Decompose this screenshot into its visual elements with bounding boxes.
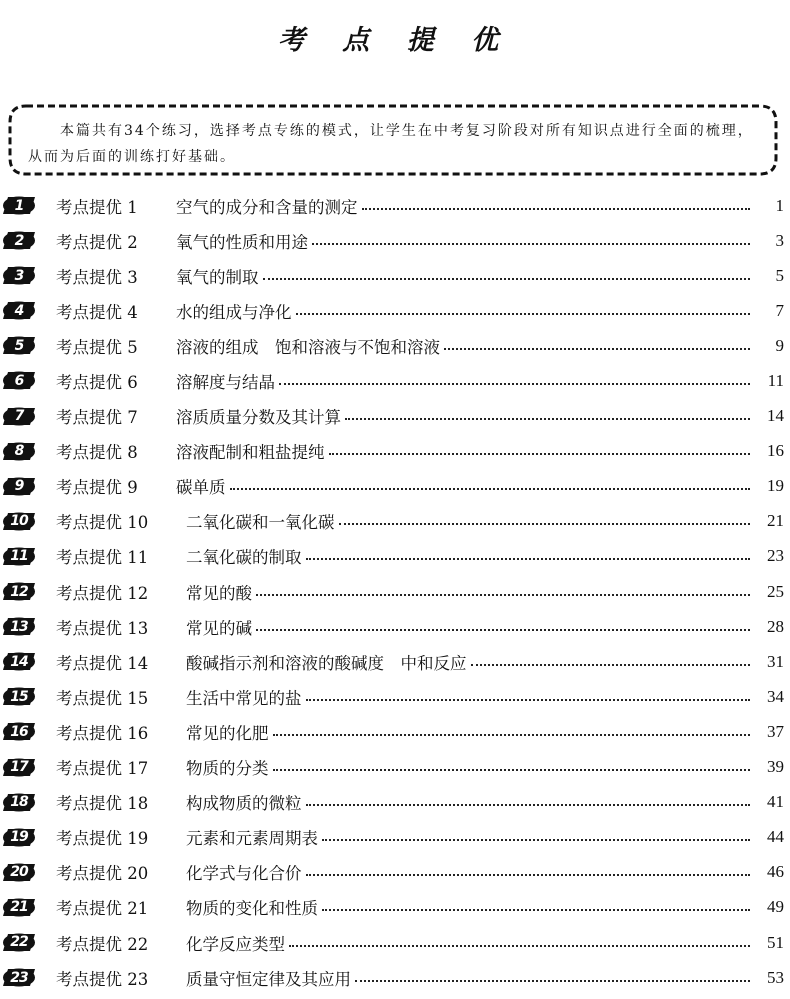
toc-entry[interactable] (0, 293, 790, 328)
toc-entry[interactable] (0, 925, 790, 960)
entry-topic[interactable]: 物质的分类 (186, 759, 269, 779)
toc-entry[interactable] (0, 609, 790, 644)
badge-number: 19 (10, 829, 28, 846)
entry-page-number: 19 (767, 476, 784, 496)
dot-leader (279, 383, 750, 385)
entry-page-number: 51 (767, 932, 784, 952)
entry-prefix: 考点提优 10 (56, 513, 149, 533)
number-badge (2, 793, 36, 812)
entry-prefix: 考点提优 22 (56, 934, 149, 954)
toc-entry[interactable] (0, 785, 790, 820)
badge-number: 5 (14, 337, 24, 354)
badge-number: 9 (14, 478, 24, 495)
entry-topic[interactable]: 化学反应类型 (186, 934, 285, 954)
entry-prefix: 考点提优 12 (56, 583, 149, 603)
number-badge (2, 371, 36, 390)
dot-leader (329, 453, 751, 455)
number-badge (2, 722, 36, 741)
entry-prefix: 考点提优 21 (56, 899, 149, 919)
number-badge (2, 652, 36, 671)
entry-prefix: 考点提优 17 (56, 759, 149, 779)
number-badge (2, 758, 36, 777)
entry-topic[interactable]: 二氧化碳和一氧化碳 (186, 513, 335, 533)
entry-page-number: 14 (767, 406, 784, 426)
dot-leader (263, 278, 751, 280)
number-badge (2, 512, 36, 531)
dot-leader (306, 874, 751, 876)
entry-topic[interactable]: 生活中常见的盐 (186, 688, 302, 708)
toc-entry[interactable] (0, 258, 790, 293)
entry-page-number: 25 (767, 581, 784, 601)
entry-page-number: 16 (767, 441, 784, 461)
entry-page-number: 7 (775, 300, 784, 320)
badge-number: 7 (14, 408, 24, 425)
entry-page-number: 37 (767, 721, 784, 741)
dot-leader (273, 769, 751, 771)
entry-prefix: 考点提优 16 (56, 723, 149, 743)
toc-entry[interactable] (0, 469, 790, 504)
entry-topic[interactable]: 元素和元素周期表 (186, 829, 318, 849)
dot-leader (230, 488, 751, 490)
entry-page-number: 1 (775, 195, 784, 215)
badge-number: 14 (10, 653, 28, 670)
entry-topic[interactable]: 空气的成分和含量的测定 (176, 197, 358, 217)
entry-prefix: 考点提优 8 (56, 443, 138, 463)
number-badge (2, 477, 36, 496)
toc-entry[interactable] (0, 855, 790, 890)
badge-number: 10 (10, 513, 28, 530)
badge-number: 18 (10, 794, 28, 811)
dot-leader (322, 839, 750, 841)
entry-prefix: 考点提优 1 (56, 197, 138, 217)
toc-entry[interactable] (0, 188, 790, 223)
entry-prefix: 考点提优 15 (56, 688, 149, 708)
entry-page-number: 39 (767, 757, 784, 777)
entry-topic[interactable]: 质量守恒定律及其应用 (186, 969, 351, 989)
dot-leader (444, 348, 750, 350)
number-badge (2, 231, 36, 250)
toc-entry[interactable] (0, 504, 790, 539)
toc-entry[interactable] (0, 960, 790, 995)
entry-topic[interactable]: 常见的酸 (186, 583, 252, 603)
badge-number: 21 (10, 899, 28, 916)
entry-prefix: 考点提优 7 (56, 408, 138, 428)
badge-number: 15 (10, 688, 28, 705)
badge-number: 23 (10, 969, 28, 986)
entry-topic[interactable]: 常见的化肥 (186, 723, 269, 743)
entry-prefix: 考点提优 11 (56, 548, 149, 568)
entry-topic[interactable]: 构成物质的微粒 (186, 794, 302, 814)
entry-topic[interactable]: 氧气的制取 (176, 267, 259, 287)
page-title: 考 点 提 优 (277, 25, 513, 56)
entry-page-number: 5 (775, 265, 784, 285)
entry-prefix: 考点提优 19 (56, 829, 149, 849)
number-badge (2, 933, 36, 952)
toc-entry[interactable] (0, 399, 790, 434)
toc-entry[interactable] (0, 679, 790, 714)
badge-number: 16 (10, 723, 28, 740)
badge-number: 4 (14, 302, 24, 319)
badge-number: 13 (10, 618, 28, 635)
entry-topic[interactable]: 二氧化碳的制取 (186, 548, 302, 568)
entry-topic[interactable]: 溶液配制和粗盐提纯 (176, 443, 325, 463)
number-badge (2, 407, 36, 426)
entry-page-number: 9 (775, 335, 784, 355)
dot-leader (322, 909, 750, 911)
number-badge (2, 547, 36, 566)
toc-entry[interactable] (0, 714, 790, 749)
entry-prefix: 考点提优 5 (56, 337, 138, 357)
dot-leader (256, 629, 750, 631)
entry-topic[interactable]: 碳单质 (176, 478, 226, 498)
badge-number: 8 (14, 443, 24, 460)
intro-box (8, 104, 778, 176)
entry-page-number: 34 (767, 686, 784, 706)
dot-leader (312, 243, 750, 245)
entry-page-number: 41 (767, 792, 784, 812)
entry-topic[interactable]: 溶液的组成 饱和溶液与不饱和溶液 (176, 337, 440, 357)
entry-topic[interactable]: 溶质质量分数及其计算 (176, 408, 341, 428)
toc-entry[interactable] (0, 223, 790, 258)
entry-prefix: 考点提优 9 (56, 478, 138, 498)
entry-topic[interactable]: 酸碱指示剂和溶液的酸碱度 中和反应 (186, 653, 467, 673)
number-badge (2, 898, 36, 917)
dot-leader (355, 980, 750, 982)
intro-text: 本篇共有34个练习，选择考点专练的模式，让学生在中考复习阶段对所有知识点进行全面的梳理，从而为后面的训练打好基础。 (28, 123, 754, 165)
dot-leader (273, 734, 751, 736)
number-badge (2, 442, 36, 461)
entry-prefix: 考点提优 2 (56, 232, 138, 252)
dot-leader (289, 945, 750, 947)
toc-entry[interactable] (0, 890, 790, 925)
entry-prefix: 考点提优 20 (56, 864, 149, 884)
entry-prefix: 考点提优 18 (56, 794, 149, 814)
dot-leader (306, 804, 751, 806)
entry-prefix: 考点提优 23 (56, 969, 149, 989)
dot-leader (306, 558, 751, 560)
dot-leader (471, 664, 751, 666)
number-badge (2, 336, 36, 355)
toc-entry[interactable] (0, 750, 790, 785)
entry-page-number: 49 (767, 897, 784, 917)
entry-topic[interactable]: 化学式与化合价 (186, 864, 302, 884)
toc-entry[interactable] (0, 363, 790, 398)
entry-page-number: 53 (767, 967, 784, 987)
badge-number: 12 (10, 583, 28, 600)
entry-topic[interactable]: 氧气的性质和用途 (176, 232, 308, 252)
entry-prefix: 考点提优 3 (56, 267, 138, 287)
number-badge (2, 968, 36, 987)
dot-leader (345, 418, 750, 420)
dot-leader (362, 208, 751, 210)
entry-prefix: 考点提优 6 (56, 373, 138, 393)
number-badge (2, 196, 36, 215)
dot-leader (296, 313, 751, 315)
entry-page-number: 28 (767, 616, 784, 636)
dot-leader (306, 699, 751, 701)
entry-prefix: 考点提优 13 (56, 618, 149, 638)
entry-topic[interactable]: 溶解度与结晶 (176, 373, 275, 393)
table-of-contents (0, 188, 790, 995)
toc-entry[interactable] (0, 644, 790, 679)
toc-entry[interactable] (0, 328, 790, 363)
entry-page-number: 3 (775, 230, 784, 250)
badge-number: 22 (10, 934, 28, 951)
badge-number: 20 (10, 864, 28, 881)
badge-number: 17 (10, 759, 28, 775)
entry-topic[interactable]: 物质的变化和性质 (186, 899, 318, 919)
toc-entry[interactable] (0, 574, 790, 609)
entry-page-number: 31 (767, 651, 784, 671)
entry-page-number: 21 (767, 511, 784, 531)
entry-prefix: 考点提优 14 (56, 653, 149, 673)
badge-number: 6 (14, 372, 24, 389)
badge-number: 3 (14, 267, 24, 284)
dot-leader (339, 523, 751, 525)
entry-page-number: 11 (767, 371, 784, 391)
toc-entry[interactable] (0, 539, 790, 574)
number-badge (2, 863, 36, 882)
number-badge (2, 687, 36, 706)
badge-number: 11 (10, 548, 28, 565)
badge-number: 2 (14, 232, 24, 249)
toc-entry[interactable] (0, 820, 790, 855)
entry-prefix: 考点提优 4 (56, 302, 138, 322)
entry-topic[interactable]: 常见的碱 (186, 618, 252, 638)
number-badge (2, 617, 36, 636)
number-badge (2, 828, 36, 847)
dot-leader (256, 594, 750, 596)
number-badge (2, 266, 36, 285)
badge-number: 1 (14, 197, 24, 214)
entry-page-number: 23 (767, 546, 784, 566)
entry-topic[interactable]: 水的组成与净化 (176, 302, 292, 322)
entry-page-number: 46 (767, 862, 784, 882)
number-badge (2, 582, 36, 601)
toc-entry[interactable] (0, 434, 790, 469)
entry-page-number: 44 (767, 827, 784, 847)
number-badge (2, 301, 36, 320)
